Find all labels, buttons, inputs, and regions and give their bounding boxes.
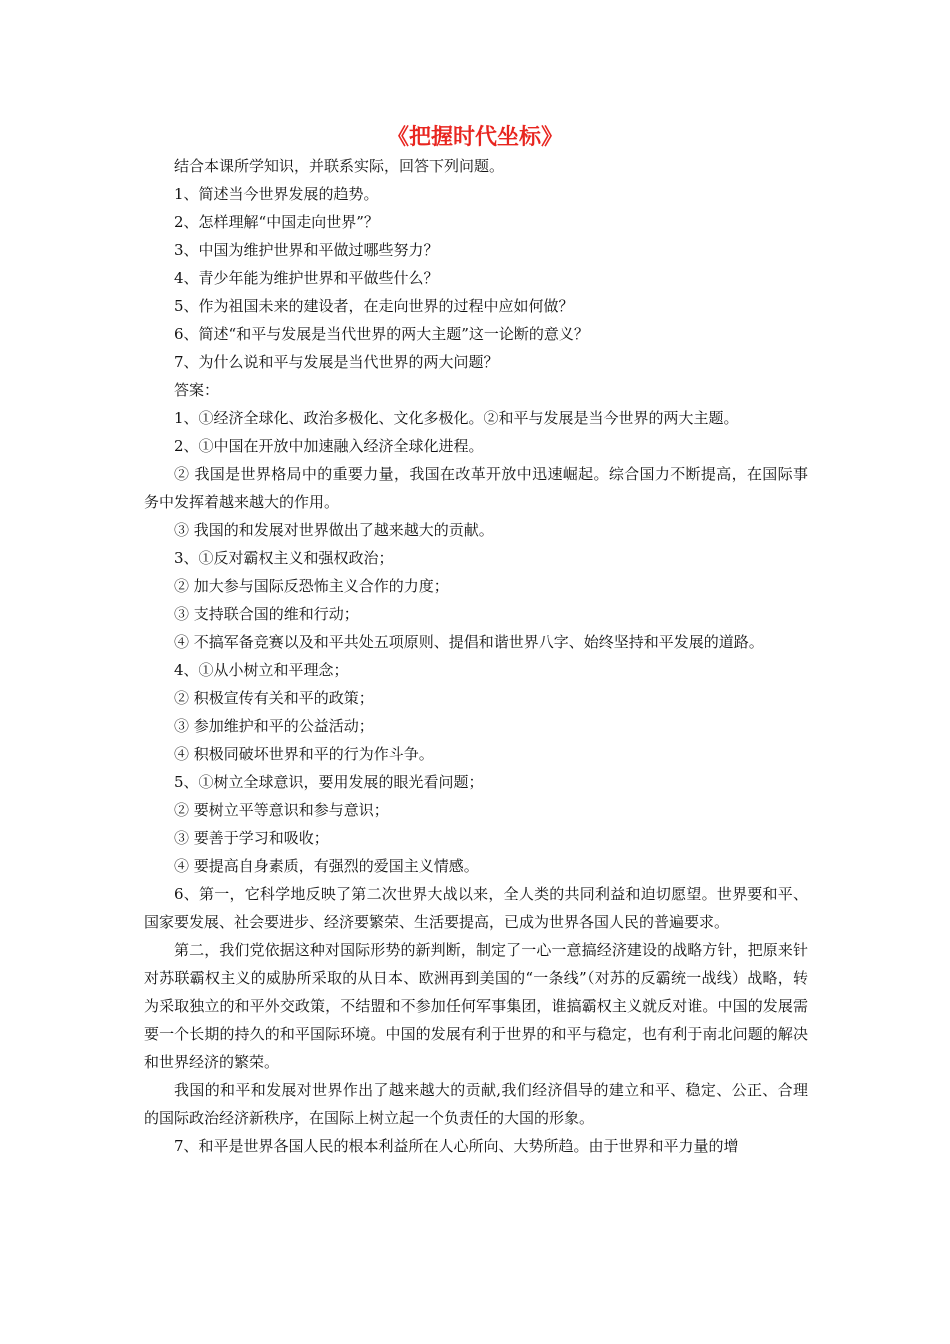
answer-3-2: ② 加大参与国际反恐怖主义合作的力度；: [174, 577, 449, 595]
answer-5-1: 5、①树立全球意识，要用发展的眼光看问题；: [174, 773, 484, 791]
question-1: 1、简述当今世界发展的趋势。: [174, 185, 379, 203]
answer-4-1: 4、①从小树立和平理念；: [174, 661, 349, 679]
question-7: 7、为什么说和平与发展是当代世界的两大问题？: [174, 353, 499, 371]
answer-2-1: 2、①中国在开放中加速融入经济全球化进程。: [174, 437, 484, 455]
question-5: 5、作为祖国未来的建设者，在走向世界的过程中应如何做？: [174, 297, 574, 315]
answer-4-3: ③ 参加维护和平的公益活动；: [174, 717, 374, 735]
document-body: [144, 152, 808, 1160]
answer-6-1: 6、第一，它科学地反映了第二次世界大战以来，全人类的共同利益和迫切愿望。世界要和平、国家要发展、社会要进步、经济要繁荣、生活要提高，已成为世界各国人民的普遍要求。: [144, 885, 808, 931]
answer-4-2: ② 积极宣传有关和平的政策；: [174, 689, 374, 707]
answer-5-3: ③ 要善于学习和吸收；: [174, 829, 329, 847]
answer-3-3: ③ 支持联合国的维和行动；: [174, 605, 359, 623]
question-4: 4、青少年能为维护世界和平做些什么？: [174, 269, 439, 287]
answer-2-3: ③ 我国的和发展对世界做出了越来越大的贡献。: [174, 521, 494, 539]
answer-6-2: 第二，我们党依据这种对国际形势的新判断，制定了一心一意搞经济建设的战略方针，把原来针对苏联霸权主义的威胁所采取的从日本、欧洲再到美国的“一条线”（对苏的反霸统一战线）战略，转为采取独立的和平外交政策，不结盟和不参加任何军事集团，谁搞霸权主义就反对谁。中国的发展需要一个长期的持久的和平国际环境。中国的发展有利于世界的和平与稳定，也有利于南北问题的解决和世界经济的繁荣。: [144, 941, 808, 1071]
answer-heading: 答案：: [174, 381, 220, 399]
answer-4-4: ④ 积极同破坏世界和平的行为作斗争。: [174, 745, 434, 763]
answer-5-2: ② 要树立平等意识和参与意识；: [174, 801, 389, 819]
answer-6-3: 我国的和平和发展对世界作出了越来越大的贡献,我们经济倡导的建立和平、稳定、公正、合理的国际政治经济新秩序，在国际上树立起一个负责任的大国的形象。: [144, 1081, 808, 1127]
question-3: 3、中国为维护世界和平做过哪些努力？: [174, 241, 439, 259]
answer-2-2: ② 我国是世界格局中的重要力量，我国在改革开放中迅速崛起。综合国力不断提高，在国际事务中发挥着越来越大的作用。: [144, 465, 808, 511]
document-title: 《把握时代坐标》: [386, 124, 563, 150]
answer-3-1: 3、①反对霸权主义和强权政治；: [174, 549, 394, 567]
question-6: 6、简述“和平与发展是当代世界的两大主题”这一论断的意义？: [174, 325, 589, 343]
intro-paragraph: 结合本课所学知识，并联系实际，回答下列问题。: [174, 157, 505, 175]
question-2: 2、怎样理解“中国走向世界”？: [174, 213, 379, 231]
answer-7: 7、和平是世界各国人民的根本利益所在人心所向、大势所趋。由于世界和平力量的增: [174, 1137, 739, 1155]
answer-5-4: ④ 要提高自身素质，有强烈的爱国主义情感。: [174, 857, 479, 875]
answer-1: 1、①经济全球化、政治多极化、文化多极化。②和平与发展是当今世界的两大主题。: [174, 409, 739, 427]
answer-3-4: ④ 不搞军备竞赛以及和平共处五项原则、提倡和谐世界八字、始终坚持和平发展的道路。: [174, 633, 764, 651]
